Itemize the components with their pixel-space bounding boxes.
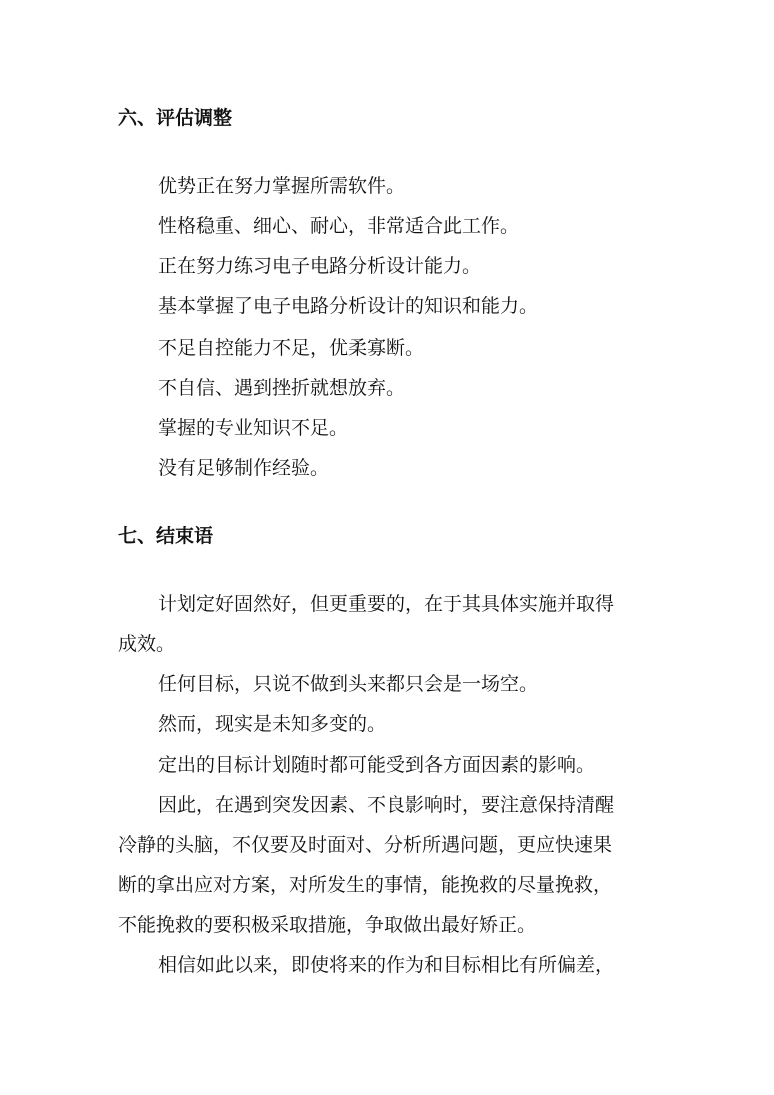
section-6-heading: 六、评估调整	[118, 107, 233, 129]
section-6-line-2: 性格稳重、细心、耐心，非常适合此工作。	[158, 215, 520, 237]
section-7-heading: 七、结束语	[118, 525, 214, 547]
section-7-line-5: 定出的目标计划随时都可能受到各方面因素的影响。	[158, 754, 596, 776]
section-7-line-8: 断的拿出应对方案，对所发生的事情，能挽救的尽量挽救，	[118, 874, 613, 896]
section-6-line-1: 优势正在努力掌握所需软件。	[158, 175, 406, 197]
section-7-line-9: 不能挽救的要积极采取措施，争取做出最好矫正。	[118, 914, 537, 936]
section-6-line-3: 正在努力练习电子电路分析设计能力。	[158, 255, 482, 277]
section-7-line-7: 冷静的头脑，不仅要及时面对、分析所遇问题，更应快速果	[118, 834, 613, 856]
section-6-line-8: 没有足够制作经验。	[158, 457, 330, 479]
section-7-line-10: 相信如此以来，即使将来的作为和目标相比有所偏差，	[158, 954, 615, 976]
section-7-line-4: 然而，现实是未知多变的。	[158, 713, 387, 735]
section-6-line-7: 掌握的专业知识不足。	[158, 417, 349, 439]
section-7-line-3: 任何目标，只说不做到头来都只会是一场空。	[158, 673, 539, 695]
section-6-line-4: 基本掌握了电子电路分析设计的知识和能力。	[158, 295, 539, 317]
section-7-line-6: 因此，在遇到突发因素、不良影响时，要注意保持清醒	[158, 794, 615, 816]
section-7-line-1: 计划定好固然好，但更重要的，在于其具体实施并取得	[158, 593, 615, 615]
section-6-line-6: 不自信、遇到挫折就想放弃。	[158, 377, 406, 399]
section-6-line-5: 不足自控能力不足，优柔寡断。	[158, 337, 425, 359]
section-7-line-2: 成效。	[118, 633, 176, 655]
